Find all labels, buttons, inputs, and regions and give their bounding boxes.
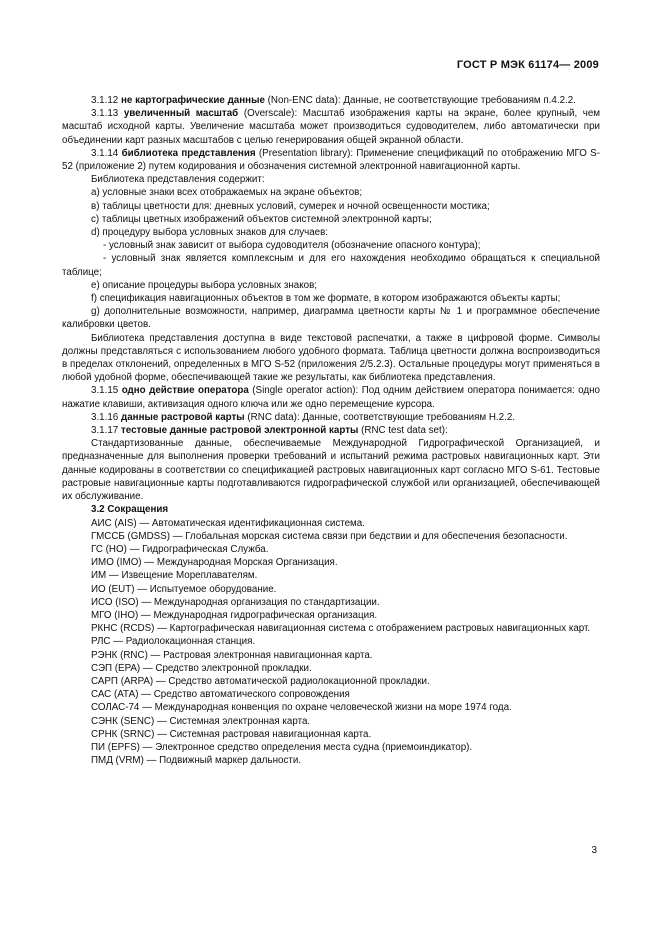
section-3-1-15: [62, 384, 600, 410]
definition: (Non-ENC data): Данные, не соответствующие требованиям п.4.2.2.: [267, 95, 576, 106]
abbreviation-item: МГО (IHO) — Международная гидрографическая организация.: [91, 609, 378, 621]
term: тестовые данные растровой электронной карты: [120, 425, 359, 437]
definition: (Single operator action): Под одним действием оператора понимается: одно нажатие клавиши, активизация одного ключа или же одно перемещение курсора.: [62, 385, 600, 410]
section-3-1-17: [62, 424, 600, 437]
document-body: [62, 94, 600, 767]
library-intro: Библиотека представления содержит:: [91, 174, 265, 186]
list-item: f) спецификация навигационных объектов в том же формате, в котором изображаются объекты карты;: [91, 293, 561, 305]
library-list-2: [62, 279, 600, 305]
abbreviation-item: ПИ (EPFS) — Электронное средство определения места судна (приемоиндикатор).: [91, 741, 473, 753]
page-number: 3: [591, 845, 597, 856]
section-number: 3.1.13: [91, 108, 119, 120]
term: не картографические данные: [120, 95, 265, 106]
section-3-1-14: [62, 147, 600, 173]
definition: (Overscale): Масштаб изображения карты на экране, более крупный, чем масштаб исходной карты. Увеличение масштаба может производиться судоводителем, либо автоматически при объединении карт разных масштабов с целью генерирования общей экранной области.: [62, 108, 601, 146]
term: библиотека представления: [121, 147, 256, 159]
list-item: a) условные знаки всех отображаемых на экране объектов;: [91, 187, 363, 199]
abbreviation-item: ГС (НО) — Гидрографическая Служба.: [91, 543, 269, 555]
list-item: g) дополнительные возможности, например, диаграмма цветности карты № 1 и программное обеспечение калибровки цветов.: [62, 306, 600, 331]
section-number: 3.1.16: [91, 411, 119, 423]
section-number: 3.1.17: [91, 425, 119, 437]
list-item: в) таблицы цветности для: дневных условий, сумерек и ночной освещенности мостика;: [91, 200, 490, 212]
abbreviation-item: САРП (ARPA) — Средство автоматической радиолокационной прокладки.: [91, 675, 430, 687]
abbreviations-heading: [62, 503, 600, 516]
section-3-1-12: [62, 94, 600, 107]
abbreviation-item: РЭНК (RNC) — Растровая электронная навигационная карта.: [91, 649, 373, 661]
abbreviation-item: СЭП (EPA) — Средство электронной прокладки.: [91, 662, 312, 674]
abbreviation-item: СЭНК (SENC) — Системная электронная карта.: [91, 715, 311, 727]
abbreviation-item: ИМО (IMO) — Международная Морская Организация.: [91, 557, 338, 569]
abbreviation-item: ИСО (ISO) — Международная организация по стандартизации.: [91, 596, 380, 608]
list-item: е) описание процедуры выбора условных знаков;: [91, 279, 317, 291]
abbreviation-item: САС (АТА) — Средство автоматического сопровождения: [91, 689, 350, 701]
section-3-1-17-body: Стандартизованные данные, обеспечиваемые Международной Гидрографической Организацией, и предназначенные для выполнения проверки требований и испытаний режима растровых навигационных карт. Эти данные кодированы в соответствии со спецификацией растровых навигационных карт согласно МГО S-61. Тестовые растровые навигационные карты подготавливаются гидрографической службой или организацией, обеспечивающей их обслуживание.: [62, 438, 600, 503]
abbreviation-item: РЛС — Радиолокационная станция.: [91, 636, 256, 648]
abbreviation-item: ГМССБ (GMDSS) — Глобальная морская система связи при бедствии и для обеспечения безопасности.: [91, 530, 568, 542]
abbreviation-item: ИМ — Извещение Мореплавателям.: [91, 570, 258, 582]
abbreviation-item: СРНК (SRNC) — Системная растровая навигационная карта.: [91, 728, 372, 740]
definition: (RNC data): Данные, соответствующие требованиям Н.2.2.: [247, 411, 515, 423]
section-3-1-16: [62, 411, 600, 424]
abbreviation-item: ПМД (VRM) — Подвижный маркер дальности.: [91, 755, 302, 767]
library-outro: Библиотека представления доступна в виде текстовой распечатки, а также в цифровой форме. Символы должны представляться с использованием любого удобного формата. Таблица цветности должна воспроизводиться в пределах отклонений, определенных в МГО S-52 (приложения 2/5.2.3). Остальные процедуры могут применяться в любой удобной форме, обеспечивающей такие же результаты, как библиотека представления.: [62, 332, 600, 384]
library-list: [62, 186, 600, 239]
section-number: 3.1.15: [91, 385, 119, 397]
term: данные растровой карты: [120, 411, 245, 423]
abbreviation-item: ИО (EUT) — Испытуемое оборудование.: [91, 583, 277, 595]
definition: (RNC test data set):: [361, 425, 448, 437]
section-3-1-13: [62, 107, 600, 147]
term: увеличенный масштаб: [123, 108, 239, 120]
list-item: d) процедуру выбора условных знаков для случаев:: [91, 227, 329, 239]
list-subitem: - условный знак зависит от выбора судоводителя (обозначение опасного контура);: [103, 240, 481, 252]
abbreviation-item: СОЛАС-74 — Международная конвенция по охране человеческой жизни на море 1974 года.: [91, 702, 512, 714]
list-subitem: - условный знак является комплексным и для его нахождения необходимо обращаться к специальной таблице;: [62, 253, 600, 278]
definition: (Presentation library): Применение спецификаций по отображению МГО S-52 (приложение 2) путем кодирования и обозначения системной электронной навигационной карты.: [62, 147, 600, 173]
section-number: 3.1.12: [91, 95, 119, 106]
list-item: c) таблицы цветных изображений объектов системной электронной карты;: [91, 213, 432, 225]
heading-text: 3.2 Сокращения: [91, 504, 169, 516]
term: одно действие оператора: [121, 385, 249, 397]
section-number: 3.1.14: [91, 147, 119, 159]
abbreviation-item: АИС (AIS) — Автоматическая идентификационная система.: [91, 517, 365, 529]
document-header: ГОСТ Р МЭК 61174— 2009: [456, 59, 599, 71]
abbreviation-item: РКНС (RCDS) — Картографическая навигационная система с отображением растровых навигационных карт.: [91, 623, 591, 635]
